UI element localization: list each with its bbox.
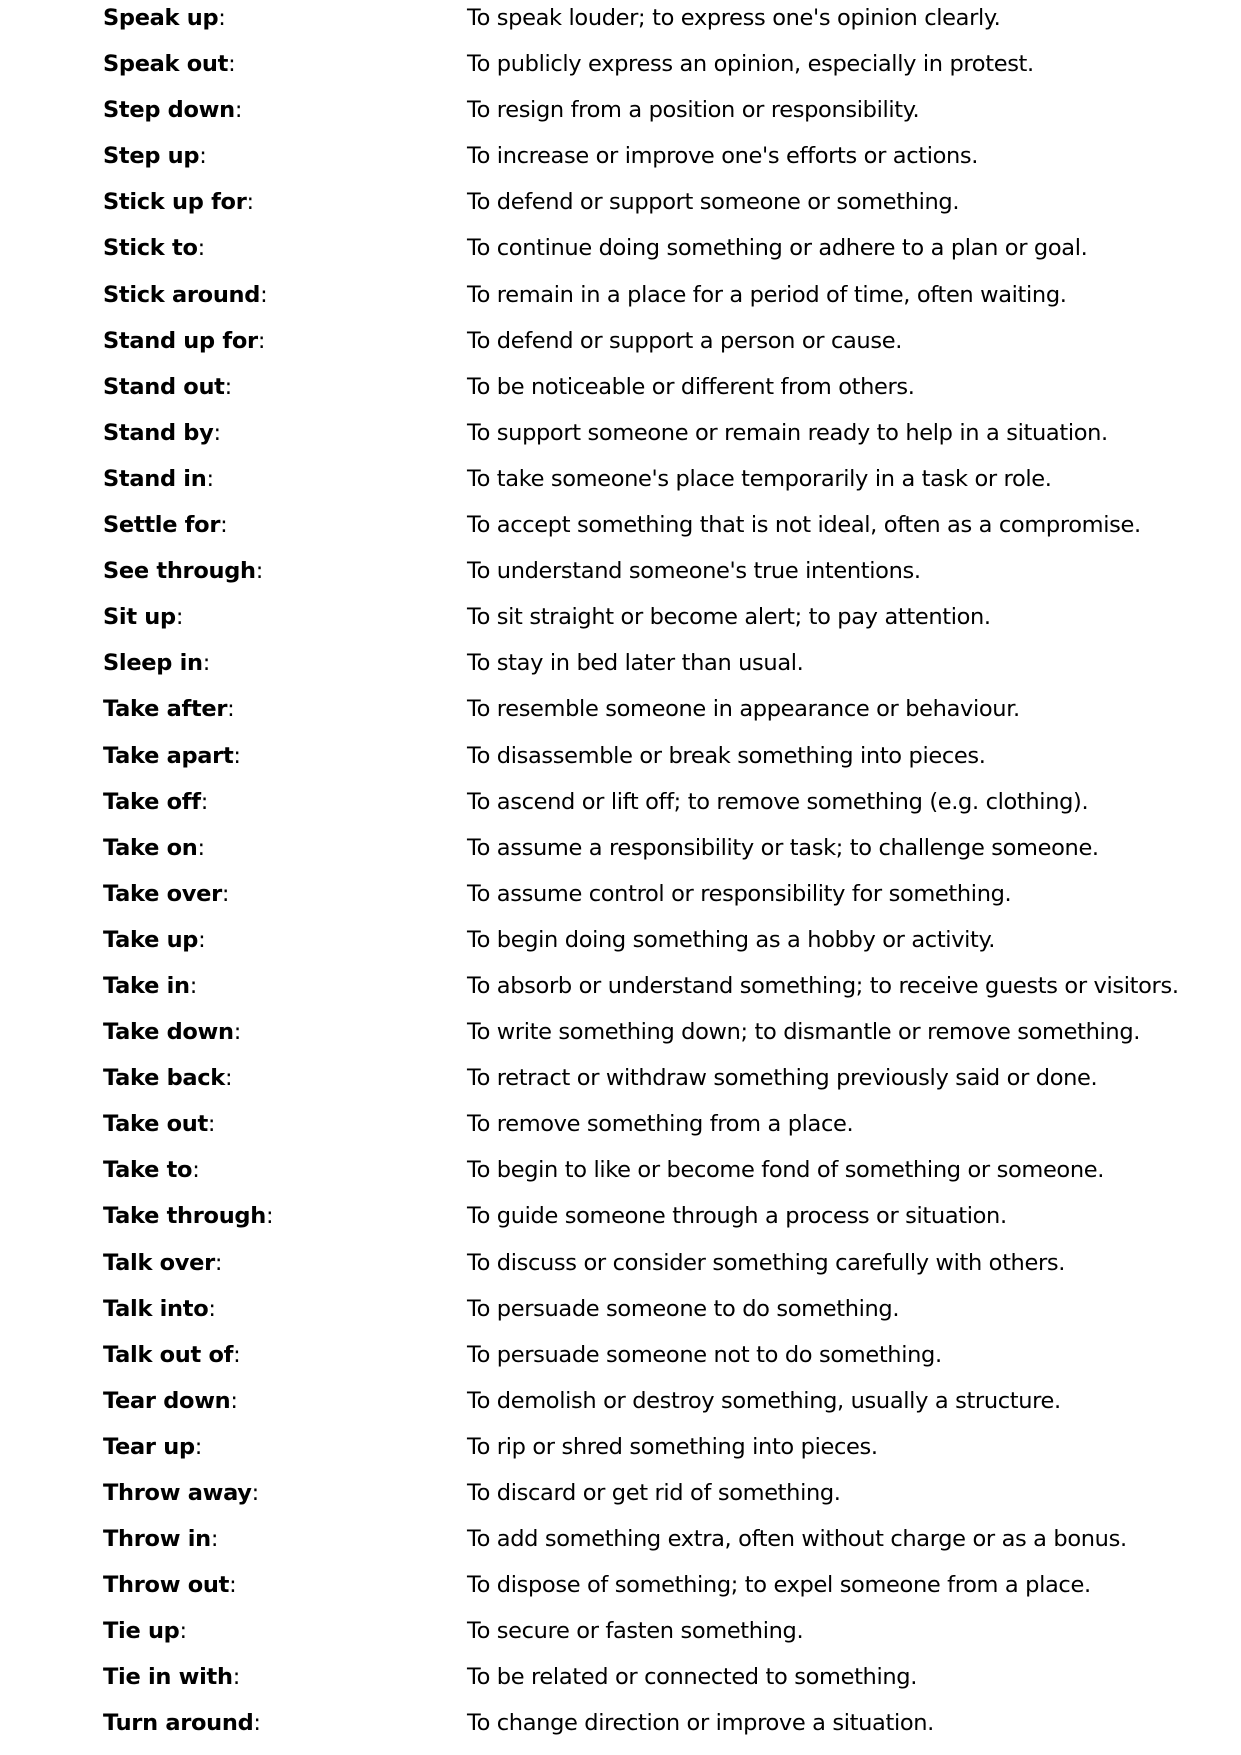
term-text: Tie up [103, 1618, 180, 1645]
term-colon: : [253, 1710, 261, 1737]
term-text: Sleep in [103, 650, 203, 677]
term-colon: : [233, 742, 241, 769]
phrasal-verb-term [103, 1152, 199, 1188]
term-colon: : [227, 696, 235, 723]
term-colon: : [210, 1526, 219, 1553]
list-item [103, 46, 1233, 92]
term-text: Take apart [103, 742, 234, 769]
list-item [103, 507, 1233, 553]
phrasal-verb-term [103, 461, 214, 497]
phrasal-verb-definition: To remain in a place for a period of time, often waiting. [467, 281, 1067, 308]
phrasal-verb-definition: To stay in bed later than usual. [467, 650, 804, 677]
phrasal-verb-term [103, 323, 265, 359]
term-text: Step down [103, 97, 235, 124]
phrasal-verb-definition: To demolish or destroy something, usually a structure. [467, 1387, 1061, 1414]
term-colon: : [228, 51, 236, 78]
list-item [103, 784, 1233, 830]
list-item [103, 0, 1233, 46]
phrasal-verb-term [103, 1613, 187, 1649]
phrasal-verb-definition: To absorb or understand something; to receive guests or visitors. [467, 972, 1179, 999]
term-colon: : [198, 926, 206, 953]
phrasal-verb-term [103, 1337, 240, 1373]
phrasal-verb-definition: To add something extra, often without charge or as a bonus. [467, 1526, 1127, 1553]
term-colon: : [224, 373, 232, 400]
phrasal-verb-term [103, 1429, 202, 1465]
phrasal-verb-term [103, 1475, 259, 1511]
phrasal-verb-term [103, 1245, 222, 1281]
phrasal-verb-term [103, 507, 227, 543]
term-colon: : [251, 1480, 259, 1506]
term-text: Stick up for [103, 189, 247, 216]
list-item [103, 461, 1233, 507]
phrasal-verb-term [103, 784, 208, 820]
list-item [103, 1475, 1233, 1521]
phrasal-verb-definition: To resign from a position or responsibility. [467, 97, 920, 124]
phrasal-verb-term [103, 1106, 215, 1142]
phrasal-verb-definition: To assume a responsibility or task; to challenge someone. [467, 834, 1099, 861]
phrasal-verb-definition: To continue doing something or adhere to a plan or goal. [467, 235, 1088, 262]
phrasal-verb-term [103, 92, 242, 128]
phrasal-verb-term [103, 830, 205, 866]
term-colon: : [207, 1111, 216, 1138]
list-item [103, 1521, 1233, 1567]
term-colon: : [179, 1618, 187, 1645]
term-text: Settle for [103, 512, 221, 539]
phrasal-verb-definition: To secure or fasten something. [467, 1618, 804, 1645]
list-item [103, 1106, 1233, 1152]
list-item [103, 1060, 1233, 1106]
term-colon: : [206, 465, 214, 492]
term-colon: : [218, 5, 226, 31]
term-text: Take in [103, 972, 190, 999]
term-text: Talk into [103, 1295, 209, 1322]
term-colon: : [257, 327, 266, 354]
term-colon: : [208, 1295, 216, 1322]
phrasal-verb-term [103, 968, 197, 1004]
phrasal-verb-term [103, 415, 221, 451]
list-item [103, 645, 1233, 691]
phrasal-verb-definition: To publicly express an opinion, especially in protest. [467, 51, 1034, 78]
term-colon: : [255, 558, 264, 585]
term-colon: : [189, 972, 197, 999]
term-colon: : [199, 143, 207, 170]
list-item [103, 369, 1233, 415]
term-text: See through [103, 558, 256, 585]
phrasal-verb-term [103, 230, 205, 266]
phrasal-verb-term [103, 277, 267, 313]
phrasal-verb-definition: To defend or support a person or cause. [467, 327, 902, 354]
term-text: Turn around [103, 1710, 254, 1737]
phrasal-verb-definition: To be related or connected to something. [467, 1664, 918, 1691]
phrasal-verb-definition: To increase or improve one's efforts or actions. [467, 143, 979, 170]
list-item [103, 738, 1233, 784]
phrasal-verb-definition: To dispose of something; to expel someone from a place. [467, 1572, 1091, 1599]
term-text: Tear up [103, 1433, 195, 1460]
term-text: Stand up for [103, 327, 258, 354]
list-item [103, 230, 1233, 276]
term-colon: : [229, 1572, 237, 1599]
phrasal-verb-definition: To disassemble or break something into pieces. [467, 742, 986, 769]
term-text: Take on [103, 834, 198, 861]
term-text: Throw in [103, 1526, 211, 1553]
list-item [103, 1245, 1233, 1291]
list-item [103, 1014, 1233, 1060]
list-item [103, 138, 1233, 184]
list-item [103, 277, 1233, 323]
phrasal-verb-term [103, 1291, 216, 1327]
term-text: Stand by [103, 419, 214, 446]
term-text: Speak up [103, 5, 219, 31]
term-text: Take back [103, 1065, 225, 1092]
term-colon: : [194, 1433, 203, 1460]
list-item [103, 184, 1233, 230]
list-item [103, 691, 1233, 737]
phrasal-verb-term [103, 369, 232, 405]
list-item [103, 599, 1233, 645]
phrasal-verb-definition: To ascend or lift off; to remove something (e.g. clothing). [467, 788, 1089, 815]
term-text: Take through [103, 1203, 266, 1230]
phrasal-verb-definition: To begin doing something as a hobby or activity. [467, 926, 996, 953]
phrasal-verb-term [103, 1014, 241, 1050]
phrasal-verb-term [103, 1659, 240, 1695]
phrasal-verb-term [103, 599, 183, 635]
term-text: Tie in with [103, 1664, 233, 1691]
phrasal-verb-term [103, 691, 234, 727]
list-item [103, 1291, 1233, 1337]
list-item [103, 968, 1233, 1014]
list-item [103, 323, 1233, 369]
term-text: Step up [103, 143, 200, 170]
term-colon: : [233, 1341, 241, 1368]
term-colon: : [200, 788, 208, 815]
term-colon: : [214, 1249, 223, 1276]
list-item [103, 1659, 1233, 1705]
list-item [103, 1613, 1233, 1659]
phrasal-verb-term [103, 1383, 238, 1419]
phrasal-verb-definition: To discuss or consider something carefully with others. [467, 1249, 1066, 1276]
term-text: Take over [103, 880, 222, 907]
term-colon: : [265, 1203, 274, 1230]
phrasal-verb-definition: To speak louder; to express one's opinion clearly. [467, 5, 1001, 31]
term-colon: : [197, 235, 205, 262]
phrasal-verb-term [103, 0, 226, 36]
phrasal-verb-definition: To take someone's place temporarily in a task or role. [467, 465, 1052, 492]
term-text: Take off [103, 788, 201, 815]
list-item [103, 1152, 1233, 1198]
term-text: Stick to [103, 235, 198, 262]
term-colon: : [246, 189, 254, 216]
phrasal-verb-term [103, 876, 229, 912]
phrasal-verb-definition: To remove something from a place. [467, 1111, 854, 1138]
list-item [103, 1337, 1233, 1383]
list-item [103, 1705, 1233, 1751]
term-colon: : [175, 604, 184, 631]
phrasal-verb-definition: To persuade someone to do something. [467, 1295, 900, 1322]
phrasal-verb-definition: To persuade someone not to do something. [467, 1341, 942, 1368]
list-item [103, 92, 1233, 138]
term-colon: : [232, 1664, 240, 1691]
phrasal-verb-definition: To understand someone's true intentions. [467, 558, 921, 585]
phrasal-verb-list [103, 0, 1233, 1752]
list-item [103, 1198, 1233, 1244]
list-item [103, 922, 1233, 968]
list-item [103, 553, 1233, 599]
term-text: Throw away [103, 1480, 252, 1506]
list-item [103, 830, 1233, 876]
phrasal-verb-definition: To rip or shred something into pieces. [467, 1433, 878, 1460]
phrasal-verb-definition: To support someone or remain ready to help in a situation. [467, 419, 1108, 446]
phrasal-verb-term [103, 645, 210, 681]
term-text: Take out [103, 1111, 208, 1138]
phrasal-verb-definition: To begin to like or become fond of something or someone. [467, 1157, 1105, 1184]
term-colon: : [202, 650, 210, 677]
term-colon: : [233, 1019, 242, 1046]
phrasal-verb-definition: To resemble someone in appearance or behaviour. [467, 696, 1020, 723]
phrasal-verb-definition: To sit straight or become alert; to pay attention. [467, 604, 991, 631]
term-text: Talk out of [103, 1341, 234, 1368]
phrasal-verb-definition: To assume control or responsibility for something. [467, 880, 1012, 907]
term-colon: : [197, 834, 205, 861]
term-text: Speak out [103, 51, 229, 78]
term-text: Sit up [103, 604, 176, 631]
term-colon: : [213, 419, 221, 446]
phrasal-verb-term [103, 1198, 273, 1234]
phrasal-verb-definition: To accept something that is not ideal, often as a compromise. [467, 512, 1141, 539]
phrasal-verb-term [103, 184, 254, 220]
term-text: Take after [103, 696, 228, 723]
list-item [103, 1383, 1233, 1429]
term-colon: : [220, 512, 228, 539]
term-text: Take down [103, 1019, 234, 1046]
term-text: Take to [103, 1157, 193, 1184]
phrasal-verb-definition: To defend or support someone or something. [467, 189, 960, 216]
term-text: Stand out [103, 373, 225, 400]
term-colon: : [260, 281, 268, 308]
phrasal-verb-term [103, 1060, 232, 1096]
phrasal-verb-term [103, 922, 205, 958]
phrasal-verb-term [103, 553, 263, 589]
phrasal-verb-definition: To retract or withdraw something previously said or done. [467, 1065, 1098, 1092]
term-colon: : [230, 1387, 238, 1414]
term-text: Throw out [103, 1572, 230, 1599]
term-colon: : [234, 97, 243, 124]
phrasal-verb-term [103, 46, 235, 82]
phrasal-verb-term [103, 1521, 218, 1557]
list-item [103, 1429, 1233, 1475]
term-colon: : [192, 1157, 200, 1184]
term-text: Stand in [103, 465, 207, 492]
term-colon: : [221, 880, 230, 907]
term-text: Tear down [103, 1387, 231, 1414]
list-item [103, 415, 1233, 461]
list-item [103, 1567, 1233, 1613]
phrasal-verb-definition: To change direction or improve a situation. [467, 1710, 934, 1737]
list-item [103, 876, 1233, 922]
phrasal-verb-term [103, 138, 206, 174]
phrasal-verb-definition: To be noticeable or different from others. [467, 373, 915, 400]
term-text: Talk over [103, 1249, 215, 1276]
phrasal-verb-definition: To write something down; to dismantle or remove something. [467, 1019, 1141, 1046]
term-text: Take up [103, 926, 199, 953]
phrasal-verb-definition: To discard or get rid of something. [467, 1480, 841, 1506]
phrasal-verb-term [103, 1567, 236, 1603]
phrasal-verb-term [103, 738, 241, 774]
term-colon: : [224, 1065, 233, 1092]
phrasal-verb-definition: To guide someone through a process or situation. [467, 1203, 1007, 1230]
term-text: Stick around [103, 281, 261, 308]
phrasal-verb-term [103, 1705, 261, 1741]
